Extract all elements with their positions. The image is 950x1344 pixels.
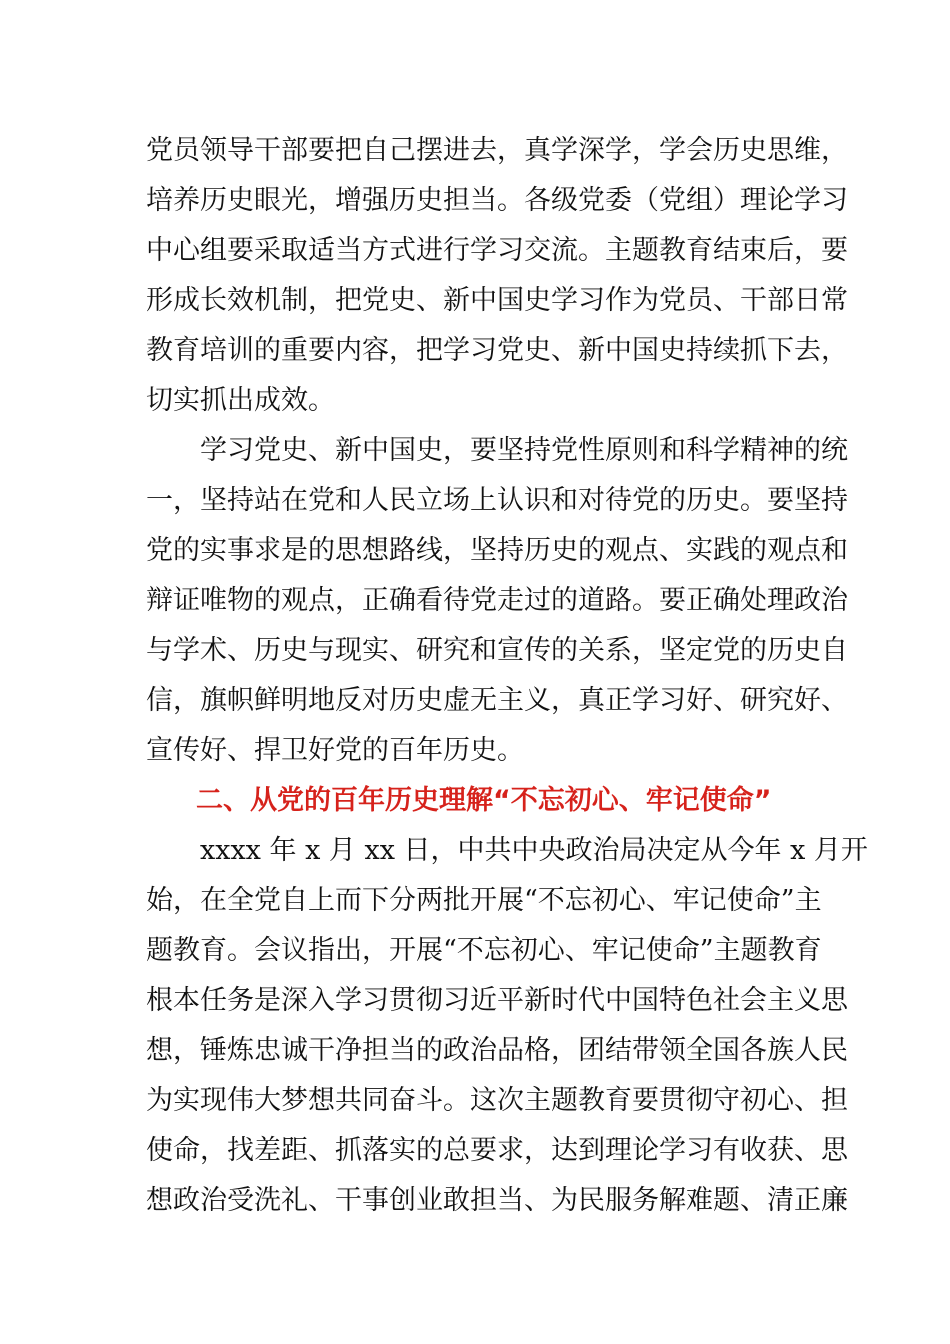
paragraph-1-line-4: 形成长效机制，把党史、新中国史学习作为党员、干部日常 bbox=[146, 285, 848, 316]
paragraph-3-line-1: xxxx 年 x 月 xx 日，中共中央政治局决定从今年 x 月开 bbox=[200, 835, 868, 866]
paragraph-2-line-7: 宣传好、捍卫好党的百年历史。 bbox=[146, 735, 524, 766]
paragraph-1-line-6: 切实抓出成效。 bbox=[146, 385, 335, 416]
paragraph-2-line-3: 党的实事求是的思想路线，坚持历史的观点、实践的观点和 bbox=[146, 535, 848, 566]
paragraph-3-line-2: 始，在全党自上而下分两批开展“不忘初心、牢记使命”主 bbox=[146, 885, 822, 916]
paragraph-2-line-6: 信，旗帜鲜明地反对历史虚无主义，真正学习好、研究好、 bbox=[146, 685, 848, 716]
paragraph-1-line-2: 培养历史眼光，增强历史担当。各级党委（党组）理论学习 bbox=[146, 185, 848, 216]
paragraph-3-line-5: 想，锤炼忠诚干净担当的政治品格，团结带领全国各族人民 bbox=[146, 1035, 848, 1066]
paragraph-1-line-5: 教育培训的重要内容，把学习党史、新中国史持续抓下去， bbox=[146, 335, 848, 366]
paragraph-3-line-3: 题教育。会议指出，开展“不忘初心、牢记使命”主题教育 bbox=[146, 935, 822, 966]
paragraph-3-line-8: 想政治受洗礼、干事创业敢担当、为民服务解难题、清正廉 bbox=[146, 1185, 848, 1216]
paragraph-2-line-2: 一，坚持站在党和人民立场上认识和对待党的历史。要坚持 bbox=[146, 485, 848, 516]
section-heading: 二、从党的百年历史理解“不忘初心、牢记使命” bbox=[196, 785, 772, 816]
paragraph-3-line-4: 根本任务是深入学习贯彻习近平新时代中国特色社会主义思 bbox=[146, 985, 848, 1016]
paragraph-3-line-7: 使命，找差距、抓落实的总要求，达到理论学习有收获、思 bbox=[146, 1135, 848, 1166]
paragraph-2-line-4: 辩证唯物的观点，正确看待党走过的道路。要正确处理政治 bbox=[146, 585, 848, 616]
paragraph-1-line-3: 中心组要采取适当方式进行学习交流。主题教育结束后，要 bbox=[146, 235, 848, 266]
paragraph-2-line-1: 学习党史、新中国史，要坚持党性原则和科学精神的统 bbox=[200, 435, 848, 466]
paragraph-1-line-1: 党员领导干部要把自己摆进去，真学深学，学会历史思维， bbox=[146, 135, 848, 166]
paragraph-3-line-6: 为实现伟大梦想共同奋斗。这次主题教育要贯彻守初心、担 bbox=[146, 1085, 848, 1116]
paragraph-2-line-5: 与学术、历史与现实、研究和宣传的关系，坚定党的历史自 bbox=[146, 635, 848, 666]
